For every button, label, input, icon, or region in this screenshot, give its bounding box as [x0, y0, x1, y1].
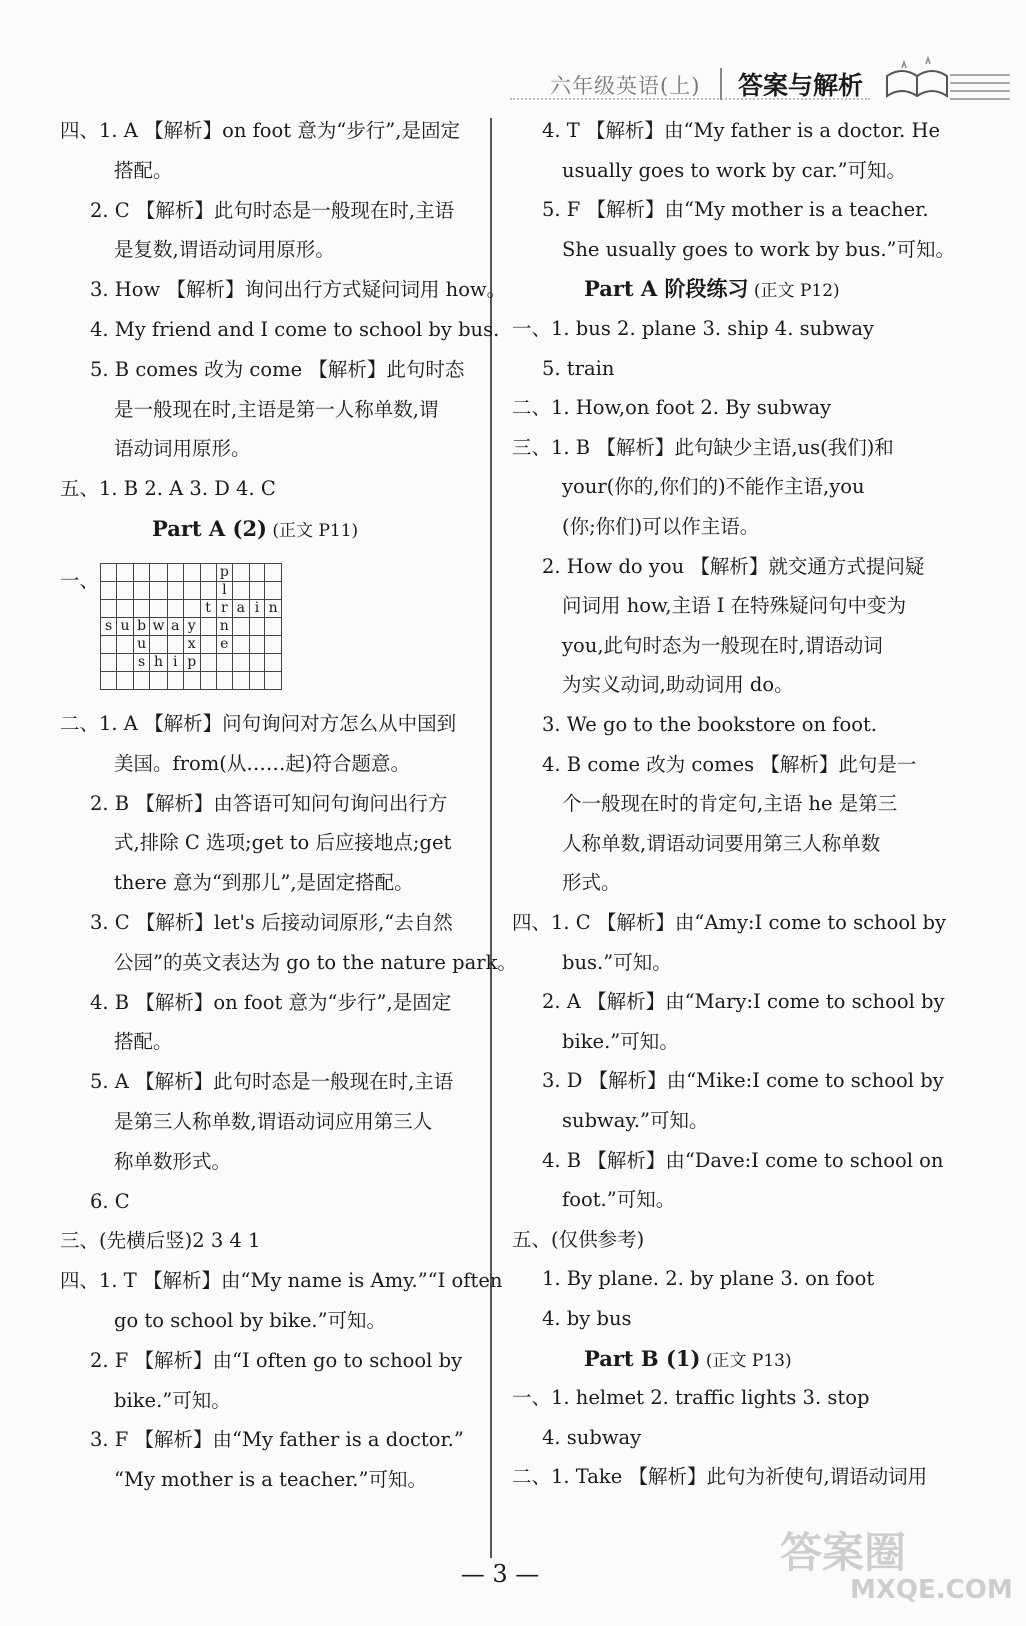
- grid-cell: [167, 672, 183, 690]
- grid-cell: [183, 582, 200, 600]
- grid-cell: e: [216, 636, 233, 654]
- section-heading: Part A (2): [152, 516, 267, 541]
- grid-cell: [101, 582, 117, 600]
- right-line: 一、1. helmet 2. traffic lights 3. stop: [512, 1386, 870, 1410]
- grid-cell: [249, 618, 265, 636]
- left-line: 四、1. A 【解析】on foot 意为“步行”,是固定: [60, 119, 460, 142]
- grid-cell: [101, 564, 117, 582]
- left-line: there 意为“到那儿”,是固定搭配。: [114, 871, 414, 895]
- grid-cell: a: [167, 618, 183, 636]
- grid-cell: [233, 636, 249, 654]
- left-line: 3. F 【解析】由“My father is a doctor.”: [90, 1428, 464, 1452]
- left-line: 2. C 【解析】此句时态是一般现在时,主语: [90, 198, 455, 222]
- right-line: your(你的,你们的)不能作主语,you: [562, 475, 865, 499]
- grid-cell: [117, 672, 134, 690]
- page-number: — 3 —: [460, 1560, 540, 1588]
- grid-cell: u: [133, 636, 150, 654]
- right-line: 5. train: [542, 356, 615, 380]
- grid-cell: [101, 636, 117, 654]
- grid-cell: [150, 564, 167, 582]
- grid-cell: [200, 654, 216, 672]
- right-line: you,此句时态为一般现在时,谓语动词: [562, 633, 883, 657]
- grid-cell: [249, 582, 265, 600]
- grid-cell: [265, 654, 282, 672]
- left-line: 四、1. T 【解析】由“My name is Amy.”“I often: [60, 1269, 503, 1293]
- word-puzzle-grid: [100, 563, 282, 691]
- left-line: 搭配。: [114, 158, 173, 182]
- left-line: bike.”可知。: [114, 1388, 231, 1412]
- right-line: 五、(仅供参考): [512, 1227, 645, 1251]
- grid-cell: [249, 654, 265, 672]
- grid-cell: y: [183, 618, 200, 636]
- right-line: [584, 1344, 792, 1376]
- grid-cell: [117, 582, 134, 600]
- grid-cell: h: [150, 654, 167, 672]
- right-line: 1. By plane. 2. by plane 3. on foot: [542, 1267, 875, 1291]
- grid-cell: [133, 582, 150, 600]
- grid-cell: i: [167, 654, 183, 672]
- grid-cell: [150, 636, 167, 654]
- left-line: 是一般现在时,主语是第一人称单数,谓: [114, 397, 439, 421]
- left-line: 公园”的英文表达为 go to the nature park。: [114, 950, 517, 974]
- left-line: 2. B 【解析】由答语可知问句询问出行方: [90, 791, 448, 815]
- left-line: 三、(先横后竖)2 3 4 1: [60, 1229, 261, 1253]
- grid-cell: [150, 582, 167, 600]
- grid-cell: r: [216, 600, 233, 618]
- grid-cell: [133, 672, 150, 690]
- right-line: 二、1. Take 【解析】此句为祈使句,谓语动词用: [512, 1465, 928, 1489]
- left-line: 3. How 【解析】询问出行方式疑问词用 how。: [90, 278, 507, 302]
- grid-cell: [133, 564, 150, 582]
- left-line: 称单数形式。: [114, 1149, 232, 1173]
- grid-cell: [200, 582, 216, 600]
- left-line: 4. My friend and I come to school by bus.: [90, 318, 500, 341]
- grid-cell: s: [133, 654, 150, 672]
- left-line: 式,排除 C 选项;get to 后应接地点;get: [114, 831, 452, 855]
- grid-cell: [249, 672, 265, 690]
- grid-cell: [233, 618, 249, 636]
- left-line: 一、: [60, 569, 100, 592]
- right-line: [584, 274, 840, 306]
- left-line: 美国。from(从……起)符合题意。: [114, 751, 410, 775]
- grid-cell: [233, 654, 249, 672]
- grid-cell: [167, 600, 183, 618]
- grid-cell: [265, 672, 282, 690]
- grid-cell: [265, 582, 282, 600]
- grid-cell: [150, 672, 167, 690]
- grid-cell: [233, 672, 249, 690]
- grid-cell: [117, 654, 134, 672]
- grid-cell: w: [150, 618, 167, 636]
- right-line: usually goes to work by car.”可知。: [562, 158, 907, 182]
- grid-cell: [265, 636, 282, 654]
- right-line: 四、1. C 【解析】由“Amy:I come to school by: [512, 911, 947, 934]
- header-decor-lines: [950, 74, 1010, 106]
- page-reference: (正文 P12): [748, 281, 840, 302]
- left-line: 是复数,谓语动词用原形。: [114, 238, 335, 262]
- grid-cell: n: [216, 618, 233, 636]
- right-line: 2. A 【解析】由“Mary:I come to school by: [542, 990, 945, 1014]
- right-line: 形式。: [562, 871, 621, 895]
- grid-cell: [117, 564, 134, 582]
- grid-cell: b: [133, 618, 150, 636]
- open-book-icon: [882, 56, 952, 106]
- grid-cell: [233, 582, 249, 600]
- grid-cell: [249, 564, 265, 582]
- grid-cell: [216, 654, 233, 672]
- grid-cell: p: [183, 654, 200, 672]
- grid-cell: u: [117, 618, 134, 636]
- grid-cell: s: [101, 618, 117, 636]
- right-line: (你;你们)可以作主语。: [562, 515, 760, 538]
- right-line: 人称单数,谓语动词要用第三人称单数: [562, 831, 881, 855]
- left-line: “My mother is a teacher.”可知。: [114, 1468, 427, 1492]
- right-line: 5. F 【解析】由“My mother is a teacher.: [542, 198, 929, 222]
- left-line: go to school by bike.”可知。: [114, 1309, 387, 1332]
- left-line: 3. C 【解析】let's 后接动词原形,“去自然: [90, 911, 453, 934]
- grid-cell: p: [216, 564, 233, 582]
- grid-cell: [101, 600, 117, 618]
- grid-cell: x: [183, 636, 200, 654]
- grid-cell: [101, 654, 117, 672]
- right-line: 4. T 【解析】由“My father is a doctor. He: [542, 119, 941, 142]
- right-line: 三、1. B 【解析】此句缺少主语,us(我们)和: [512, 435, 894, 459]
- grid-cell: [265, 618, 282, 636]
- left-line: 语动词用原形。: [114, 437, 251, 461]
- left-line: [152, 514, 358, 546]
- grid-cell: [249, 636, 265, 654]
- grid-cell: [265, 564, 282, 582]
- header-grade: 六年级英语(上): [550, 74, 701, 98]
- right-line: bus.”可知。: [562, 950, 672, 974]
- header-title: 答案与解析: [738, 71, 864, 100]
- grid-cell: [167, 636, 183, 654]
- grid-cell: [150, 600, 167, 618]
- page-reference: (正文 P11): [267, 521, 359, 541]
- right-line: bike.”可知。: [562, 1029, 679, 1053]
- grid-cell: [233, 564, 249, 582]
- grid-cell: [101, 672, 117, 690]
- right-line: 一、1. bus 2. plane 3. ship 4. subway: [512, 317, 874, 340]
- grid-cell: t: [200, 600, 216, 618]
- watermark: 答案圈: [780, 1528, 907, 1577]
- page-reference: (正文 P13): [700, 1350, 792, 1371]
- left-line: 6. C: [90, 1189, 130, 1213]
- section-heading: Part B (1): [584, 1345, 701, 1371]
- right-line: 2. How do you 【解析】就交通方式提问疑: [542, 554, 925, 578]
- left-line: 5. B comes 改为 come 【解析】此句时态: [90, 357, 465, 381]
- section-heading: Part A 阶段练习: [584, 276, 749, 302]
- right-line: 4. B come 改为 comes 【解析】此句是一: [542, 752, 917, 776]
- grid-cell: [117, 600, 134, 618]
- grid-cell: [167, 582, 183, 600]
- header-separator: [720, 68, 722, 100]
- grid-cell: [117, 636, 134, 654]
- right-line: 4. by bus: [542, 1307, 632, 1330]
- watermark-url: MXQE.COM: [850, 1575, 1013, 1605]
- right-line: 为实义动词,助动词用 do。: [562, 673, 794, 697]
- grid-cell: l: [216, 582, 233, 600]
- left-line: 4. B 【解析】on foot 意为“步行”,是固定: [90, 990, 452, 1014]
- grid-cell: [167, 564, 183, 582]
- right-line: She usually goes to work by bus.”可知。: [562, 237, 956, 261]
- right-line: foot.”可知。: [562, 1188, 676, 1212]
- grid-cell: [133, 600, 150, 618]
- right-line: 3. D 【解析】由“Mike:I come to school by: [542, 1069, 944, 1093]
- grid-cell: [200, 618, 216, 636]
- right-line: 4. B 【解析】由“Dave:I come to school on: [542, 1148, 944, 1172]
- grid-cell: n: [265, 600, 282, 618]
- grid-cell: i: [249, 600, 265, 618]
- grid-cell: [183, 564, 200, 582]
- right-line: 3. We go to the bookstore on foot.: [542, 713, 877, 736]
- left-line: 二、1. A 【解析】问句询问对方怎么从中国到: [60, 712, 457, 735]
- right-line: subway.”可知。: [562, 1109, 709, 1132]
- left-line: 五、1. B 2. A 3. D 4. C: [60, 477, 276, 501]
- left-line: 5. A 【解析】此句时态是一般现在时,主语: [90, 1070, 454, 1094]
- grid-cell: [183, 672, 200, 690]
- right-line: 二、1. How,on foot 2. By subway: [512, 396, 832, 420]
- grid-cell: [183, 600, 200, 618]
- grid-cell: [216, 672, 233, 690]
- grid-cell: [200, 636, 216, 654]
- left-line: 是第三人称单数,谓语动词应用第三人: [114, 1110, 433, 1133]
- left-line: 搭配。: [114, 1030, 173, 1054]
- right-line: 4. subway: [542, 1425, 642, 1449]
- right-line: 个一般现在时的肯定句,主语 he 是第三: [562, 792, 898, 816]
- grid-cell: [200, 564, 216, 582]
- grid-cell: [200, 672, 216, 690]
- grid-cell: a: [233, 600, 249, 618]
- right-line: 问词用 how,主语 I 在特殊疑问句中变为: [562, 594, 907, 618]
- left-line: 2. F 【解析】由“I often go to school by: [90, 1348, 463, 1372]
